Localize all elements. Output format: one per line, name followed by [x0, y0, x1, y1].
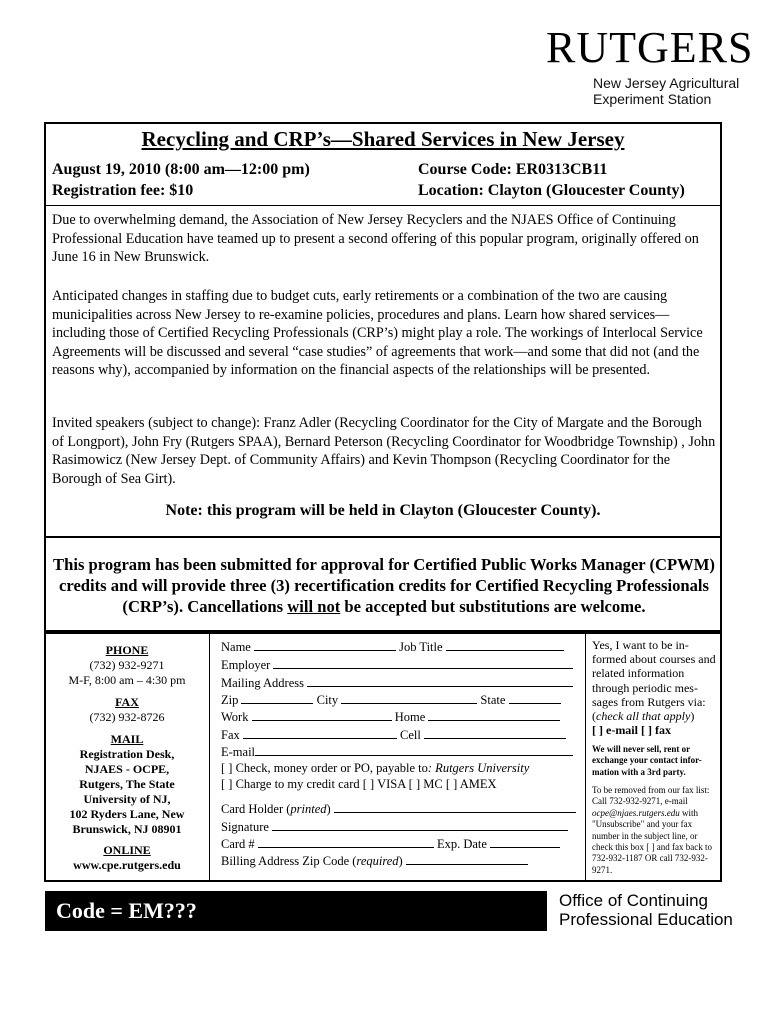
card-holder-field[interactable]	[334, 800, 576, 813]
employer-label: Employer	[221, 658, 271, 672]
city-label: City	[316, 693, 339, 707]
mailing-address-field[interactable]	[307, 674, 573, 687]
fax-heading: FAX	[115, 695, 139, 709]
job-title-field[interactable]	[446, 638, 564, 651]
description-paragraph: Anticipated changes in staffing due to budget cuts, early retirements or a combination of the two are causing municipalities across New Jersey to re-examine policies, procedures and plans. Learn how shared services—including those of Certified Recycling Professionals (CRP’s) might play a role. The workings of Interlocal Service Agreements will be discussed and several “case studies” of agreements that work—and some that did not (and the reasons why), accompanied by information on the financial aspects of the relationships will be presented.	[52, 288, 703, 379]
fax-number: (732) 932-8726	[89, 710, 165, 724]
contact-preference-options[interactable]: [ ] e-mail [ ] fax	[592, 723, 671, 737]
logo-subtitle-1: New Jersey Agricultural	[593, 75, 740, 91]
billing-zip-label: Billing Address Zip Code (required)	[221, 854, 403, 868]
course-code: Course Code: ER0313CB11	[418, 161, 608, 178]
intro-paragraph: Due to overwhelming demand, the Association of New Jersey Recyclers and the NJAES Office of Continuing Professional Education have teamed up to present a second offering of this popular program, originally offered on June 16 in New Brunswick.	[52, 212, 699, 266]
mail-line: Rutgers, The State	[79, 777, 175, 791]
online-heading: ONLINE	[103, 843, 151, 857]
website-link[interactable]: www.cpe.rutgers.edu	[73, 858, 181, 872]
city-field[interactable]	[341, 691, 477, 704]
card-number-field[interactable]	[258, 835, 434, 848]
mail-heading: MAIL	[110, 732, 144, 746]
cell-field[interactable]	[424, 726, 566, 739]
state-label: State	[480, 693, 506, 707]
speakers-paragraph: Invited speakers (subject to change): Franz Adler (Recycling Coordinator for the City of Margate and the Borough of Longport), John Fry (Rutgers SPAA), Bernard Peterson (Recycling Coordinator for Woodbridge Township) , John Rasimowicz (New Jersey Dept. of Community Affairs) and Kevin Thompson (Recycling Coordinator for the Borough of Sea Girt).	[52, 415, 716, 487]
page-title: Recycling and CRP’s—Shared Services in New Jersey	[141, 127, 625, 151]
signature-field[interactable]	[272, 818, 568, 831]
mailing-address-label: Mailing Address	[221, 676, 304, 690]
name-row	[221, 638, 564, 656]
contact-info	[48, 643, 206, 873]
card-holder-label: Card Holder (printed)	[221, 802, 331, 816]
name-label: Name	[221, 640, 251, 654]
signature-label: Signature	[221, 820, 269, 834]
card-holder-row	[221, 800, 576, 818]
privacy-statement: We will never sell, rent or exchange your contact infor-mation with a 3rd party.	[592, 744, 702, 777]
mail-line: NJAES - OCPE,	[84, 762, 170, 776]
exp-date-field[interactable]	[490, 835, 560, 848]
credit-card-option[interactable]: [ ] Charge to my credit card [ ] VISA [ ] MC [ ] AMEX	[221, 777, 497, 791]
mail-line: Brunswick, NJ 08901	[72, 822, 182, 836]
work-phone-field[interactable]	[252, 708, 392, 721]
employer-row	[221, 656, 573, 674]
state-field[interactable]	[509, 691, 561, 704]
office-hours: M-F, 8:00 am – 4:30 pm	[68, 673, 186, 687]
divider	[44, 536, 722, 538]
mail-line: University of NJ,	[83, 792, 171, 806]
location-note: Note: this program will be held in Clayton (Gloucester County).	[165, 502, 601, 519]
zip-city-state-row	[221, 691, 561, 709]
email-field[interactable]	[255, 743, 573, 756]
mailing-row	[221, 674, 573, 692]
check-payment-option[interactable]: [ ] Check, money order or PO, payable to: Rutgers University	[221, 761, 530, 775]
program-location: Location: Clayton (Gloucester County)	[418, 182, 685, 199]
email-row	[221, 743, 573, 761]
opt-in-text: Yes, I want to be in-formed about courses and related information through periodic mes-sages from Rutgers via: (check all that apply)	[592, 638, 716, 724]
zip-field[interactable]	[241, 691, 313, 704]
registration-fee: Registration fee: $10	[52, 182, 194, 199]
cell-label: Cell	[400, 728, 421, 742]
approval-statement: This program has been submitted for approval for Certified Public Works Manager (CPWM) credits and will provide three (3) recertification credits for Certified Recycling Professionals (CRP’s). Cancellations will not be accepted but substitutions are welcome.	[53, 555, 715, 616]
signature-row	[221, 818, 568, 836]
promo-code: Code = EM???	[56, 898, 197, 923]
work-phone-label: Work	[221, 710, 249, 724]
ocpe-logo-line-1: Office of Continuing	[559, 891, 708, 910]
name-field[interactable]	[254, 638, 396, 651]
zip-label: Zip	[221, 693, 239, 707]
program-date: August 19, 2010 (8:00 am—12:00 pm)	[52, 161, 310, 178]
employer-field[interactable]	[273, 656, 573, 669]
work-home-row	[221, 708, 560, 726]
fax-field[interactable]	[243, 726, 397, 739]
phone-heading: PHONE	[105, 643, 149, 657]
card-number-row	[221, 835, 560, 853]
divider	[44, 632, 722, 634]
email-label: E-mail	[221, 745, 256, 759]
unsubscribe-instructions: To be removed from our fax list: Call 732-932-9271, e-mail ocpe@njaes.rutgers.edu with "Unsubscribe" and your fax number in the subject line, or check this box [ ] and fax back to 732-932-1187 OR call 732-932-9271.	[592, 785, 712, 875]
emphasis: will not	[287, 597, 341, 616]
card-number-label: Card #	[221, 837, 255, 851]
fax-cell-row	[221, 726, 566, 744]
exp-date-label: Exp. Date	[436, 837, 487, 851]
phone-number: (732) 932-9271	[89, 658, 165, 672]
column-divider	[209, 633, 210, 882]
billing-zip-field[interactable]	[406, 852, 528, 865]
home-phone-field[interactable]	[428, 708, 560, 721]
ocpe-logo-line-2: Professional Education	[559, 910, 733, 929]
mail-line: Registration Desk,	[79, 747, 175, 761]
home-phone-label: Home	[394, 710, 426, 724]
mail-line: 102 Ryders Lane, New	[69, 807, 185, 821]
column-divider	[585, 633, 586, 882]
fax-label: Fax	[221, 728, 240, 742]
logo-subtitle-2: Experiment Station	[593, 91, 712, 107]
divider	[44, 205, 722, 206]
job-title-label: Job Title	[399, 640, 443, 654]
billing-zip-row	[221, 852, 528, 870]
rutgers-logo: RUTGERS	[546, 23, 754, 72]
